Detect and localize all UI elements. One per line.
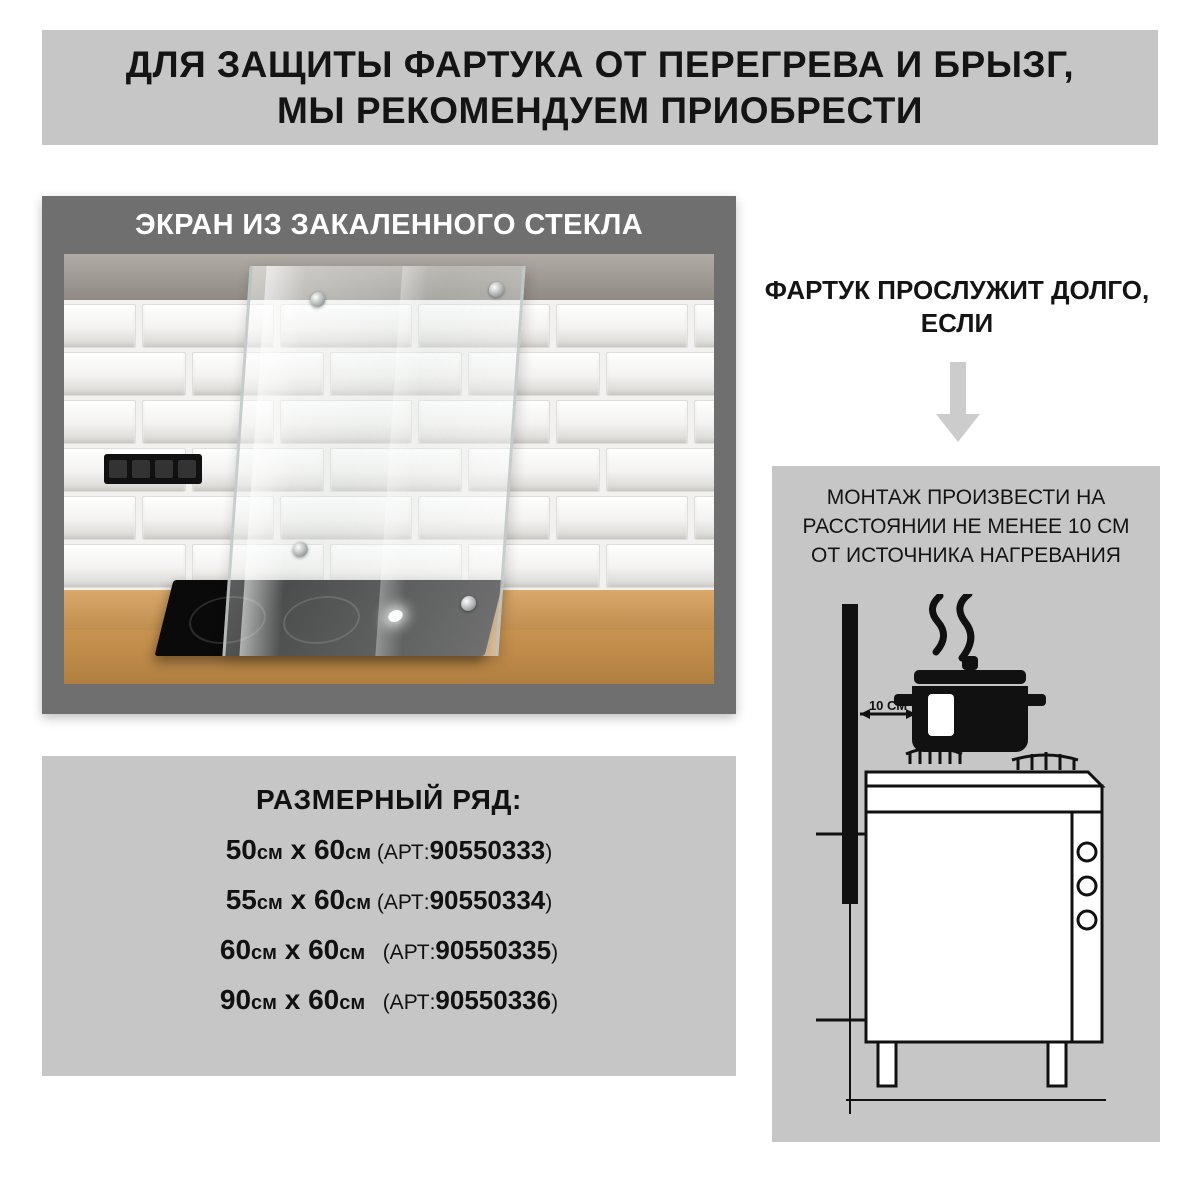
- size-art-open: (АРТ:: [365, 941, 436, 964]
- right-heading-line-2: ЕСЛИ: [920, 308, 994, 339]
- size-row: [42, 934, 736, 966]
- top-banner: [42, 30, 1158, 145]
- size-art-open: (АРТ:: [365, 991, 436, 1014]
- size-height: 60: [308, 934, 340, 965]
- size-art-open: (АРТ:: [371, 891, 430, 914]
- size-height: 60: [308, 984, 340, 1015]
- size-art-open: (АРТ:: [371, 841, 430, 864]
- size-height: 60: [313, 834, 346, 865]
- size-separator: x: [282, 834, 314, 865]
- right-heading-line-1: ФАРТУК ПРОСЛУЖИТ ДОЛГО,: [764, 275, 1150, 305]
- kitchen-photo: [64, 254, 714, 684]
- top-banner-text: [106, 42, 1094, 132]
- size-width: 50: [225, 834, 257, 865]
- size-row: [42, 884, 736, 916]
- size-art-close: ): [551, 991, 559, 1014]
- size-width: 90: [219, 984, 252, 1015]
- size-height-unit: см: [345, 892, 372, 914]
- product-photo-caption: ЭКРАН ИЗ ЗАКАЛЕННОГО СТЕКЛА: [134, 208, 644, 241]
- arrow-down-icon: [934, 362, 982, 450]
- installation-note-line-1: МОНТАЖ ПРОИЗВЕСТИ НА: [826, 486, 1106, 509]
- installation-note-line-3: ОТ ИСТОЧНИКА НАГРЕВАНИЯ: [811, 543, 1121, 567]
- top-banner-line-2: МЫ РЕКОМЕНДУЕМ ПРИОБРЕСТИ: [277, 89, 923, 131]
- size-separator: x: [276, 934, 309, 965]
- installation-note-line-2: РАССТОЯНИИ НЕ МЕНЕЕ 10 СМ: [802, 514, 1130, 538]
- size-separator: x: [282, 884, 314, 915]
- size-row: [42, 984, 736, 1016]
- size-width-unit: см: [251, 992, 277, 1014]
- size-row: [42, 834, 736, 866]
- size-width: 55: [225, 884, 257, 915]
- product-photo-panel: [42, 196, 736, 714]
- size-width-unit: см: [256, 892, 283, 914]
- size-width-unit: см: [251, 942, 277, 964]
- size-width-unit: см: [256, 842, 283, 864]
- size-height: 60: [313, 884, 346, 915]
- size-art-code: 90550333: [429, 835, 546, 865]
- right-heading: [742, 274, 1172, 341]
- size-art-code: 90550336: [435, 985, 552, 1015]
- installation-note-text: [786, 484, 1146, 571]
- size-art-close: ): [551, 941, 559, 964]
- size-separator: x: [276, 984, 309, 1015]
- size-art-close: ): [545, 841, 553, 864]
- wall-socket-block: [104, 454, 202, 484]
- size-art-code: 90550334: [429, 885, 546, 915]
- size-height-unit: см: [345, 842, 372, 864]
- size-height-unit: см: [339, 942, 366, 964]
- size-range-panel: [42, 756, 736, 1076]
- size-range-title: РАЗМЕРНЫЙ РЯД:: [256, 784, 522, 815]
- size-height-unit: см: [339, 992, 366, 1014]
- installation-note-panel: [772, 466, 1160, 1142]
- size-art-close: ): [545, 891, 553, 914]
- size-width: 60: [219, 934, 252, 965]
- stove-illustration: [786, 594, 1146, 1124]
- top-banner-line-1: ДЛЯ ЗАЩИТЫ ФАРТУКА ОТ ПЕРЕГРЕВА И БРЫЗГ,: [125, 44, 1075, 86]
- distance-label: 10 СМ: [868, 698, 908, 713]
- tempered-glass-screen: [222, 266, 525, 656]
- size-art-code: 90550335: [435, 935, 552, 965]
